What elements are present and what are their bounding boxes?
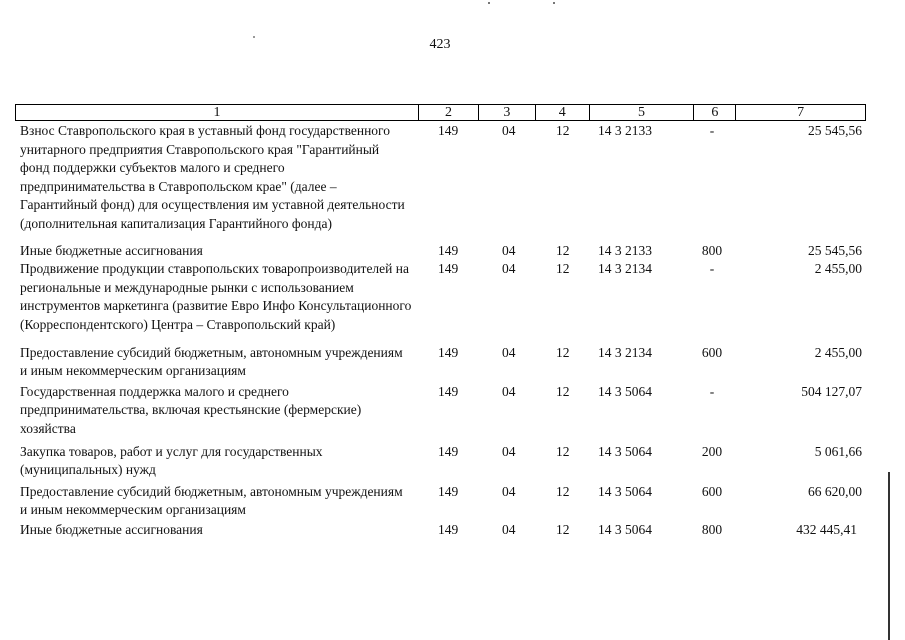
row-col-4: 12: [556, 383, 570, 399]
row-col-7: 25 545,56: [808, 123, 862, 138]
table-header: [15, 104, 866, 121]
row-col-2: 149: [438, 242, 459, 258]
row-col-7: 5 061,66: [814, 443, 862, 459]
row-col-3: 04: [502, 242, 516, 258]
row-col-4: 12: [556, 242, 570, 258]
row-col-5: 14 3 2133: [598, 242, 652, 258]
row-col-5: 14 3 2133: [598, 123, 652, 138]
table-body: [20, 122, 865, 543]
row-col-5: 14 3 5064: [598, 483, 652, 499]
page-number: 423: [429, 37, 451, 52]
row-col-3: 04: [502, 123, 516, 138]
row-description: Продвижение продукции ставропольских товаропроизводителей на региональные и международные рынки с использованием инструментов маркетинга (развитие Евро Инфо Консультационного (Корреспондентского) Центра – Ставропольский край): [20, 261, 412, 332]
row-col-2: 149: [438, 521, 459, 537]
scan-speck: [488, 2, 490, 4]
table-row: [20, 521, 865, 540]
row-col-3: 04: [502, 261, 516, 277]
row-col-7: 432 445,41: [796, 521, 857, 537]
table-row: [20, 483, 865, 520]
row-col-3: 04: [502, 521, 516, 537]
row-col-6: -: [709, 261, 715, 277]
row-col-7: 2 455,00: [814, 344, 862, 360]
scan-speck: [253, 36, 255, 38]
row-col-6: 800: [701, 242, 723, 258]
scan-speck: [553, 2, 555, 4]
header-col-6: 6: [693, 105, 735, 120]
row-col-4: 12: [556, 443, 570, 459]
table-row: [20, 242, 865, 261]
row-description: Иные бюджетные ассигнования: [20, 242, 203, 258]
row-col-2: 149: [438, 123, 459, 138]
row-col-6: -: [709, 383, 715, 399]
row-col-3: 04: [502, 383, 516, 399]
row-description: Предоставление субсидий бюджетным, автономным учреждениям и иным некоммерческим организациям: [20, 344, 403, 379]
scan-edge-line: [888, 472, 890, 640]
row-col-7: 2 455,00: [814, 261, 862, 277]
row-col-2: 149: [438, 344, 459, 360]
header-col-2: 2: [418, 105, 478, 120]
row-col-2: 149: [438, 443, 459, 459]
row-col-5: 14 3 5064: [598, 443, 652, 459]
table-row: [20, 260, 865, 334]
header-col-7: 7: [735, 105, 865, 120]
row-col-5: 14 3 5064: [598, 383, 652, 399]
header-col-3: 3: [478, 105, 535, 120]
header-col-5: 5: [589, 105, 694, 120]
row-col-3: 04: [502, 443, 516, 459]
row-col-5: 14 3 2134: [598, 261, 652, 277]
row-col-2: 149: [438, 261, 459, 277]
row-col-5: 14 3 5064: [598, 521, 652, 537]
row-col-6: 800: [701, 521, 723, 537]
table-row: [20, 383, 865, 439]
header-col-1: 1: [213, 105, 221, 120]
table-row: [20, 443, 865, 480]
row-col-2: 149: [438, 483, 459, 499]
row-col-2: 149: [438, 383, 459, 399]
row-col-5: 14 3 2134: [598, 344, 652, 360]
table-row: [20, 344, 865, 381]
row-description: Предоставление субсидий бюджетным, автономным учреждениям и иным некоммерческим организациям: [20, 483, 403, 518]
row-col-6: 600: [701, 344, 723, 360]
row-col-7: 25 545,56: [808, 242, 862, 258]
row-col-7: 66 620,00: [808, 483, 862, 499]
row-col-6: -: [709, 123, 715, 138]
row-col-4: 12: [556, 261, 570, 277]
row-description: Иные бюджетные ассигнования: [20, 521, 203, 537]
row-col-4: 12: [556, 344, 570, 360]
row-col-4: 12: [556, 123, 570, 138]
table-row: [20, 122, 865, 234]
row-col-6: 600: [701, 483, 723, 499]
row-col-3: 04: [502, 344, 516, 360]
row-col-4: 12: [556, 483, 570, 499]
row-col-7: 504 127,07: [801, 383, 862, 399]
row-description: Закупка товаров, работ и услуг для государственных (муниципальных) нужд: [20, 443, 323, 478]
row-col-6: 200: [701, 443, 723, 459]
row-col-3: 04: [502, 483, 516, 499]
header-col-4: 4: [535, 105, 589, 120]
row-description: Взнос Ставропольского края в уставный фонд государственного унитарного предприятия Ставропольского края "Гарантийный фонд поддержки субъектов малого и среднего предпринимательства в Ставропольском крае" (далее – Гарантийный фонд) для осуществления им уставной деятельности (дополнительная капитализация Гарантийного фонда): [20, 123, 405, 231]
row-description: Государственная поддержка малого и среднего предпринимательства, включая крестьянские (фермерские) хозяйства: [20, 383, 362, 436]
row-col-4: 12: [556, 521, 570, 537]
